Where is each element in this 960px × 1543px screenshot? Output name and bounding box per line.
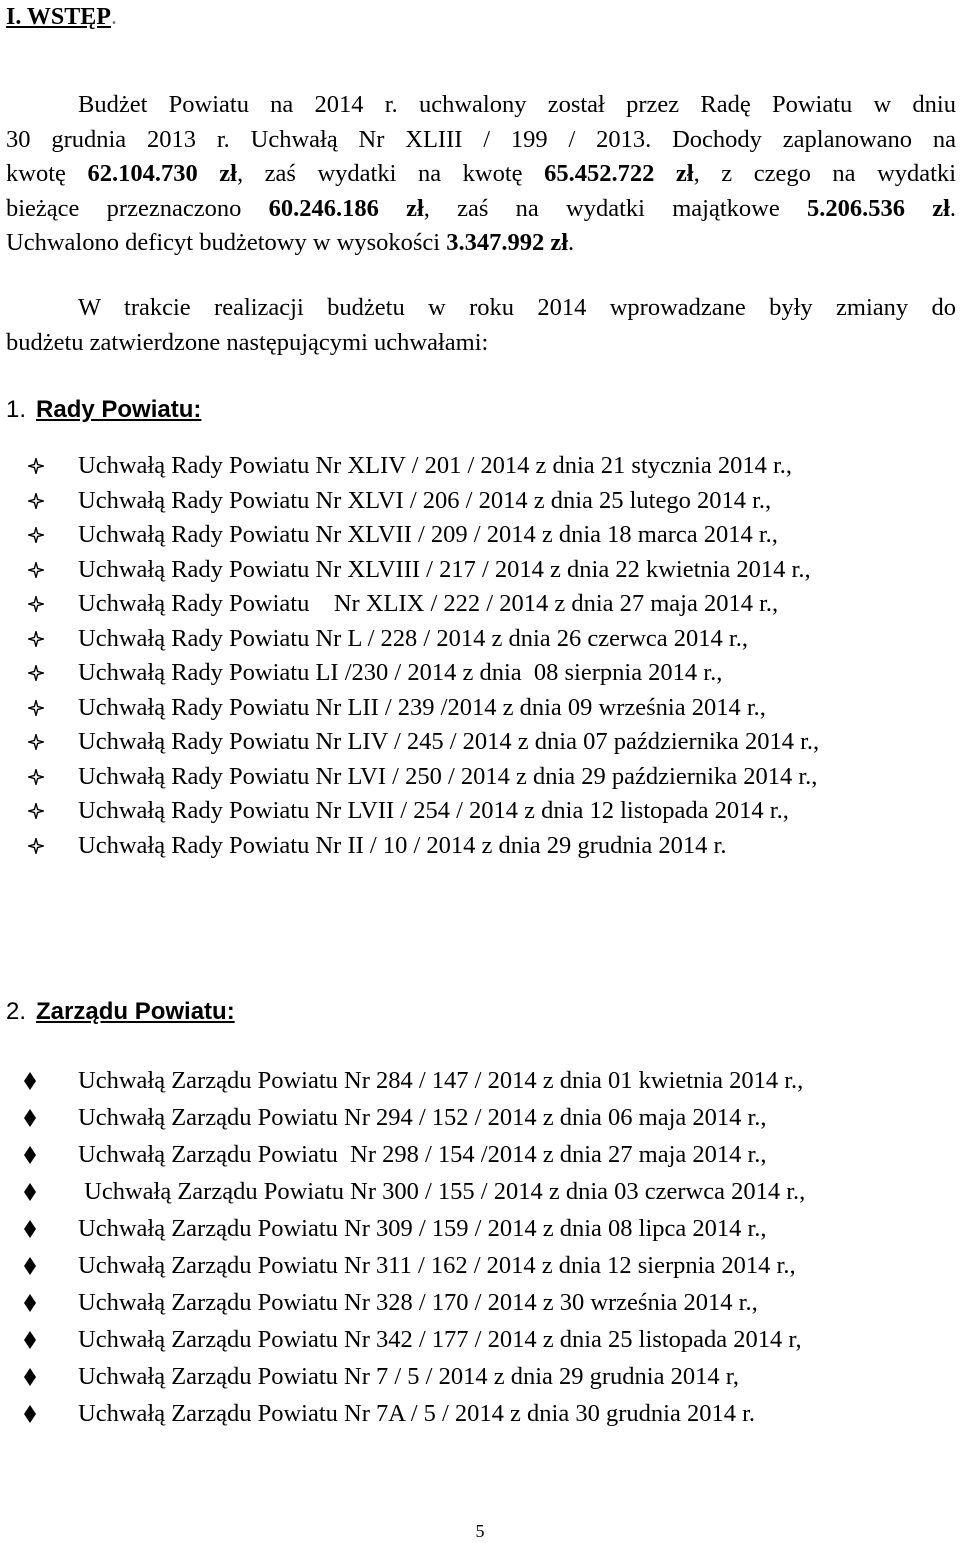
resolution-text: Uchwałą Zarządu Powiatu Nr 309 / 159 / 2014 z dnia 08 lipca 2014 r., (78, 1215, 767, 1242)
list-item (6, 1062, 956, 1099)
resolution-text: Uchwałą Rady Powiatu Nr LVI / 250 / 2014 z dnia 29 października 2014 r., (78, 762, 818, 790)
intro-text: kwotę (6, 160, 88, 187)
intro-text: Uchwalono deficyt budżetowy w wysokości (6, 229, 447, 256)
intro-line (6, 157, 956, 192)
intro-line (6, 123, 956, 158)
resolution-text: Uchwałą Zarządu Powiatu Nr 284 / 147 / 2014 z dnia 01 kwietnia 2014 r., (78, 1067, 804, 1094)
intro-text: , zaś wydatki na kwotę (236, 160, 545, 187)
resolution-text: Uchwałą Rady Powiatu Nr XLIV / 201 / 2014 z dnia 21 stycznia 2014 r., (78, 452, 793, 479)
intro-text: , zaś na wydatki majątkowe (423, 194, 807, 222)
diamond-star-bullet-icon (24, 829, 48, 863)
diamond-bullet-icon (18, 1173, 42, 1210)
list-item (6, 656, 956, 691)
list-item (6, 587, 956, 622)
resolution-text: Uchwałą Rady Powiatu Nr LII / 239 /2014 z dnia 09 września 2014 r., (78, 693, 766, 721)
intro-text: Budżet Powiatu na 2014 r. uchwalony został przez Radę Powiatu w dniu (78, 91, 956, 118)
list-item (6, 1395, 956, 1432)
list-item (6, 1210, 956, 1247)
chapter-title: I. WSTĘP (6, 4, 111, 30)
resolution-text: Uchwałą Rady Powiatu Nr XLIX / 222 / 2014 z dnia 27 maja 2014 r., (78, 590, 779, 617)
page-number: 5 (475, 1521, 485, 1541)
diamond-star-bullet-icon (24, 725, 48, 759)
list-item (6, 725, 956, 760)
diamond-star-bullet-icon (24, 622, 48, 656)
resolution-text: Uchwałą Zarządu Powiatu Nr 7A / 5 / 2014 z dnia 30 grudnia 2014 r. (78, 1400, 756, 1427)
intro-line (6, 226, 956, 261)
revenue-amount: 62.104.730 zł (87, 160, 237, 187)
resolution-text: Uchwałą Zarządu Powiatu Nr 300 / 155 / 2014 z dnia 03 czerwca 2014 r., (78, 1178, 806, 1205)
resolution-text: Uchwałą Rady Powiatu Nr II / 10 / 2014 z dnia 29 grudnia 2014 r. (78, 831, 727, 859)
changes-line (6, 326, 956, 361)
section-label: Rady Powiatu: (36, 396, 202, 423)
resolution-text: Uchwałą Rady Powiatu Nr LIV / 245 / 2014 z dnia 07 października 2014 r., (78, 728, 820, 755)
resolution-text: Uchwałą Rady Powiatu LI /230 / 2014 z dnia 08 sierpnia 2014 r., (78, 659, 723, 686)
list-item (6, 760, 956, 795)
intro-line (6, 88, 956, 123)
diamond-star-bullet-icon (24, 794, 48, 828)
diamond-star-bullet-icon (24, 553, 48, 587)
list-item (6, 829, 956, 864)
deficit-amount: 3.347.992 zł (446, 229, 569, 256)
intro-text: . (568, 229, 575, 256)
diamond-bullet-icon (18, 1099, 42, 1136)
diamond-bullet-icon (18, 1284, 42, 1321)
diamond-star-bullet-icon (24, 484, 48, 518)
diamond-star-bullet-icon (24, 518, 48, 552)
diamond-star-bullet-icon (24, 449, 48, 483)
diamond-bullet-icon (18, 1358, 42, 1395)
resolution-text: Uchwałą Zarządu Powiatu Nr 298 / 154 /2014 z dnia 27 maja 2014 r., (78, 1141, 767, 1168)
list-item (6, 794, 956, 829)
resolution-text: Uchwałą Rady Powiatu Nr XLVIII / 217 / 2014 z dnia 22 kwietnia 2014 r., (78, 555, 811, 583)
list-item (6, 484, 956, 519)
intro-line (6, 192, 956, 227)
list-item (6, 1284, 956, 1321)
expenditure-amount: 65.452.722 zł (544, 160, 694, 187)
diamond-star-bullet-icon (24, 656, 48, 690)
diamond-bullet-icon (18, 1321, 42, 1358)
capital-expenditure-amount: 5.206.536 zł (806, 194, 950, 222)
list-item (6, 1173, 956, 1210)
list-item (6, 1358, 956, 1395)
current-expenditure-amount: 60.246.186 zł (268, 194, 424, 222)
board-resolutions-list (6, 1062, 956, 1432)
resolution-text: Uchwałą Zarządu Powiatu Nr 342 / 177 / 2014 z dnia 25 listopada 2014 r, (78, 1326, 802, 1353)
section-label: Zarządu Powiatu: (36, 998, 235, 1025)
list-item (6, 1099, 956, 1136)
resolution-text: Uchwałą Rady Powiatu Nr XLVI / 206 / 2014 z dnia 25 lutego 2014 r., (78, 486, 772, 514)
budget-intro-paragraph (6, 88, 956, 261)
intro-text: 30 grudnia 2013 r. Uchwałą Nr XLIII / 199 / 2013. Dochody zaplanowano na (6, 125, 956, 153)
list-item (6, 553, 956, 588)
list-item (6, 622, 956, 657)
diamond-bullet-icon (18, 1210, 42, 1247)
intro-text: . (949, 194, 957, 222)
list-item (6, 1247, 956, 1284)
list-item (6, 449, 956, 484)
list-item (6, 518, 956, 553)
resolution-text: Uchwałą Rady Powiatu Nr XLVII / 209 / 2014 z dnia 18 marca 2014 r., (78, 521, 778, 548)
resolution-text: Uchwałą Rady Powiatu Nr L / 228 / 2014 z dnia 26 czerwca 2014 r., (78, 624, 748, 652)
diamond-bullet-icon (18, 1395, 42, 1432)
list-item (6, 1321, 956, 1358)
resolution-text: Uchwałą Zarządu Powiatu Nr 311 / 162 / 2014 z dnia 12 sierpnia 2014 r., (78, 1252, 796, 1279)
changes-text: budżetu zatwierdzone następującymi uchwałami: (6, 328, 489, 356)
section-number: 2. (6, 998, 27, 1025)
diamond-star-bullet-icon (24, 691, 48, 725)
diamond-bullet-icon (18, 1247, 42, 1284)
list-item (6, 1136, 956, 1173)
resolution-text: Uchwałą Zarządu Powiatu Nr 7 / 5 / 2014 z dnia 29 grudnia 2014 r, (78, 1363, 740, 1390)
chapter-title-dot: . (110, 4, 117, 30)
changes-line (6, 291, 956, 326)
diamond-bullet-icon (18, 1062, 42, 1099)
resolution-text: Uchwałą Zarządu Powiatu Nr 328 / 170 / 2014 z 30 września 2014 r., (78, 1289, 758, 1316)
resolution-text: Uchwałą Zarządu Powiatu Nr 294 / 152 / 2014 z dnia 06 maja 2014 r., (78, 1104, 767, 1131)
council-resolutions-list (6, 449, 956, 863)
diamond-star-bullet-icon (24, 587, 48, 621)
chapter-heading (6, 2, 117, 32)
budget-changes-paragraph (6, 291, 956, 360)
resolution-text: Uchwałą Rady Powiatu Nr LVII / 254 / 2014 z dnia 12 listopada 2014 r., (78, 797, 789, 824)
intro-text: bieżące przeznaczono (6, 194, 269, 222)
section-number: 1. (6, 396, 27, 423)
intro-text: , z czego na wydatki (693, 160, 956, 187)
section-heading-board (6, 997, 235, 1027)
diamond-star-bullet-icon (24, 760, 48, 794)
changes-text: W trakcie realizacji budżetu w roku 2014 wprowadzane były zmiany do (78, 294, 956, 321)
diamond-bullet-icon (18, 1136, 42, 1173)
section-heading-council (6, 395, 201, 425)
list-item (6, 691, 956, 726)
